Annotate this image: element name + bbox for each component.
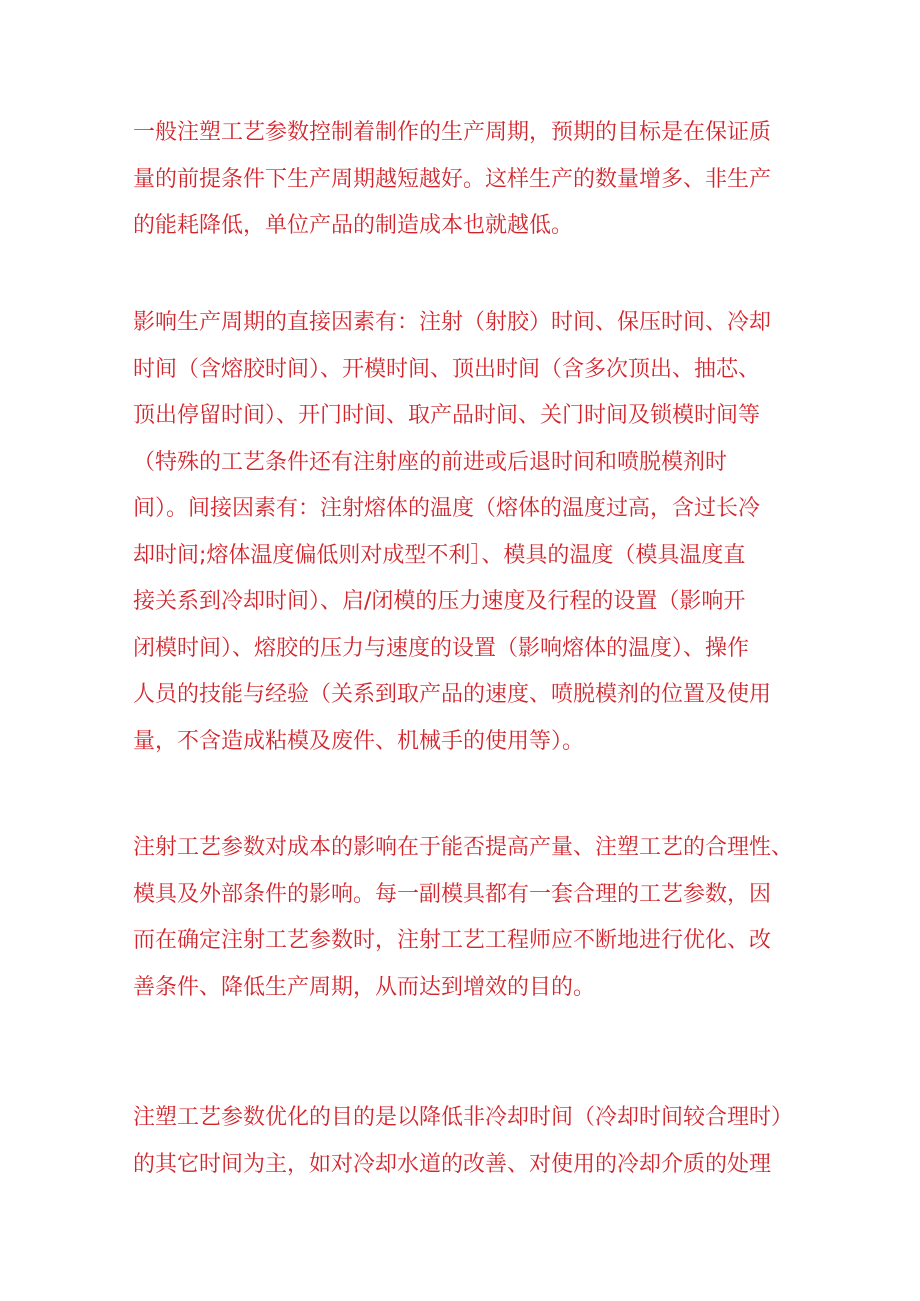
text-line: 注射工艺参数对成本的影响在于能否提高产量、注塑工艺的合理性、 — [133, 835, 794, 860]
text-line: 影响生产周期的直接因素有：注射（射胶）时间、保压时间、冷却 — [133, 310, 772, 335]
paragraph-production-cycle — [133, 110, 813, 250]
text-line: 闭模时间）、熔胶的压力与速度的设置（影响熔体的温度）、操作 — [133, 635, 750, 661]
text-line: （特殊的工艺条件还有注射座的前进或后退时间和喷脱模剂时 — [133, 449, 728, 475]
text-line: 一般注塑工艺参数控制着制作的生产周期，预期的目标是在保证质 — [133, 120, 772, 145]
text-line: 间）。间接因素有：注射熔体的温度（熔体的温度过高，含过长冷 — [133, 496, 761, 521]
paragraph-cost-impact — [133, 825, 813, 1011]
text-line: 注塑工艺参数优化的目的是以降低非冷却时间（冷却时间较合理时） — [133, 1105, 794, 1130]
text-line: 而在确定注射工艺参数时，注射工艺工程师应不断地进行优化、改 — [133, 928, 772, 953]
paragraph-cycle-factors — [133, 300, 813, 765]
text-line: 模具及外部条件的影响。每一副模具都有一套合理的工艺参数，因 — [133, 881, 772, 907]
text-line: 量的前提条件下生产周期越短越好。这样生产的数量增多、非生产 — [133, 166, 772, 192]
text-line: 量，不含造成粘模及废件、机械手的使用等）。 — [133, 728, 585, 754]
text-line: 的其它时间为主，如对冷却水道的改善、对使用的冷却介质的处理 — [133, 1151, 772, 1177]
text-line: 接关系到冷却时间）、启/闭模的压力速度及行程的设置（影响开 — [133, 589, 746, 614]
text-line: 顶出停留时间）、开门时间、取产品时间、关门时间及锁模时间等 — [133, 403, 761, 428]
text-line: 却时间;熔体温度偏低则对成型不利］、模具的温度（模具温度直 — [133, 542, 746, 568]
text-line: 时间（含熔胶时间）、开模时间、顶出时间（含多次顶出、抽芯、 — [133, 356, 761, 382]
paragraph-optimization-goal — [133, 1095, 813, 1188]
text-line: 善条件、降低生产周期，从而达到增效的目的。 — [133, 974, 596, 1000]
text-line: 的能耗降低，单位产品的制造成本也就越低。 — [133, 213, 574, 238]
text-line: 人员的技能与经验（关系到取产品的速度、喷脱模剂的位置及使用 — [133, 682, 772, 707]
